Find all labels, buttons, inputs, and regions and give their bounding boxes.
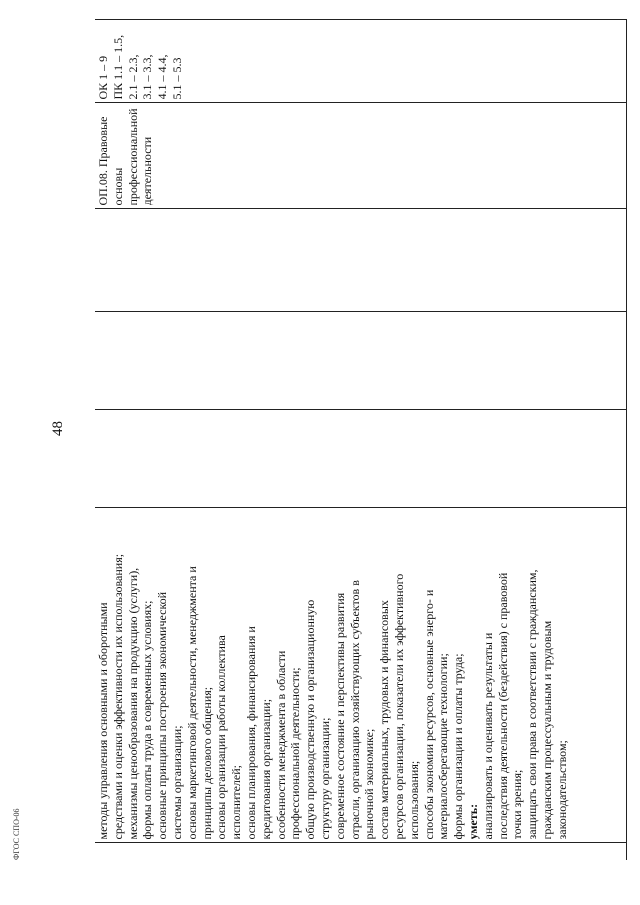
- content-line: механизмы ценообразования на продукцию (услуги),: [125, 567, 140, 840]
- content-line: основные принципы построения экономической: [155, 591, 170, 840]
- page-number: 48: [50, 421, 66, 436]
- content-line: последствия деятельности (бездействия) с правовой: [495, 572, 510, 840]
- content-line: методы управления основными и оборотными: [96, 602, 110, 840]
- content-line: анализировать и оценивать результаты и: [480, 632, 495, 840]
- content-line: точки зрения;: [510, 769, 525, 840]
- content-line: структуру организации;: [317, 717, 332, 840]
- section-heading: уметь:: [465, 803, 480, 840]
- discipline-lines: [96, 107, 155, 206]
- content-line: формы организации и оплаты труда;: [451, 653, 466, 840]
- curriculum-table: [95, 20, 627, 861]
- content-line: профессиональной деятельности;: [288, 667, 303, 840]
- content-line: основы организации работы коллектива: [214, 635, 229, 840]
- table-index-cell: [95, 843, 627, 860]
- content-line: использования;: [406, 760, 421, 840]
- content-line: способы экономии ресурсов, основные энерго- и: [421, 589, 436, 840]
- content-line: системы организации;: [169, 725, 184, 840]
- hours-cell: [95, 410, 627, 508]
- discipline-line: ОП.08. Правовые: [96, 116, 110, 206]
- empty-cell: [95, 209, 627, 312]
- content-line: особенности менеджмента в области: [273, 650, 288, 840]
- competence-line: 3.1 – 3.3,: [140, 54, 155, 100]
- content-line: кредитования организации;: [258, 698, 273, 840]
- content-line: формы оплаты труда в современных условиях;: [140, 600, 155, 840]
- discipline-line: основы: [110, 167, 125, 206]
- content-line: современное состояние и перспективы развития: [332, 592, 347, 840]
- discipline-line: деятельности: [140, 136, 155, 206]
- footer-code: ФГОС СПО-06: [12, 808, 21, 860]
- content-lines: [96, 512, 570, 840]
- content-line: гражданским процессуальным и трудовым: [539, 620, 554, 840]
- content-line: состав материальных, трудовых и финансовых: [377, 600, 392, 840]
- rotated-table-wrapper: [95, 20, 627, 860]
- hours-cell-2: [95, 312, 627, 410]
- content-line: законодательством;: [554, 740, 569, 840]
- discipline-cell: [95, 103, 627, 209]
- content-line: основы планирования, финансирования и: [243, 626, 258, 840]
- content-line: принципы делового общения;: [199, 686, 214, 840]
- content-cell: [95, 508, 627, 843]
- competence-line: ПК 1.1 – 1.5,: [110, 34, 125, 100]
- discipline-line: профессиональной: [125, 108, 140, 206]
- competence-line: 4.1 – 4.4,: [155, 54, 170, 100]
- content-line: отрасли, организацию хозяйствующих субъектов в: [347, 580, 362, 840]
- competence-cell: [95, 20, 627, 103]
- competence-line: ОК 1 – 9: [96, 55, 110, 100]
- content-line: защищать свои права в соответствии с гражданским,: [525, 569, 540, 840]
- content-line: исполнителей;: [229, 765, 244, 840]
- competence-line: 2.1 – 2.3,: [125, 54, 140, 100]
- content-line: материалосберегающие технологии;: [436, 653, 451, 840]
- content-line: общую производственную и организационную: [303, 599, 318, 840]
- content-line: рыночной экономике;: [362, 728, 377, 840]
- competence-line: 5.1 – 5.3: [169, 57, 184, 100]
- content-line: ресурсов организации, показатели их эффективного: [391, 573, 406, 840]
- content-line: основы маркетинговой деятельности, менеджмента и: [184, 566, 199, 840]
- content-line: средствами и оценки эффективности их использования;: [110, 553, 125, 840]
- competence-lines: [96, 24, 185, 100]
